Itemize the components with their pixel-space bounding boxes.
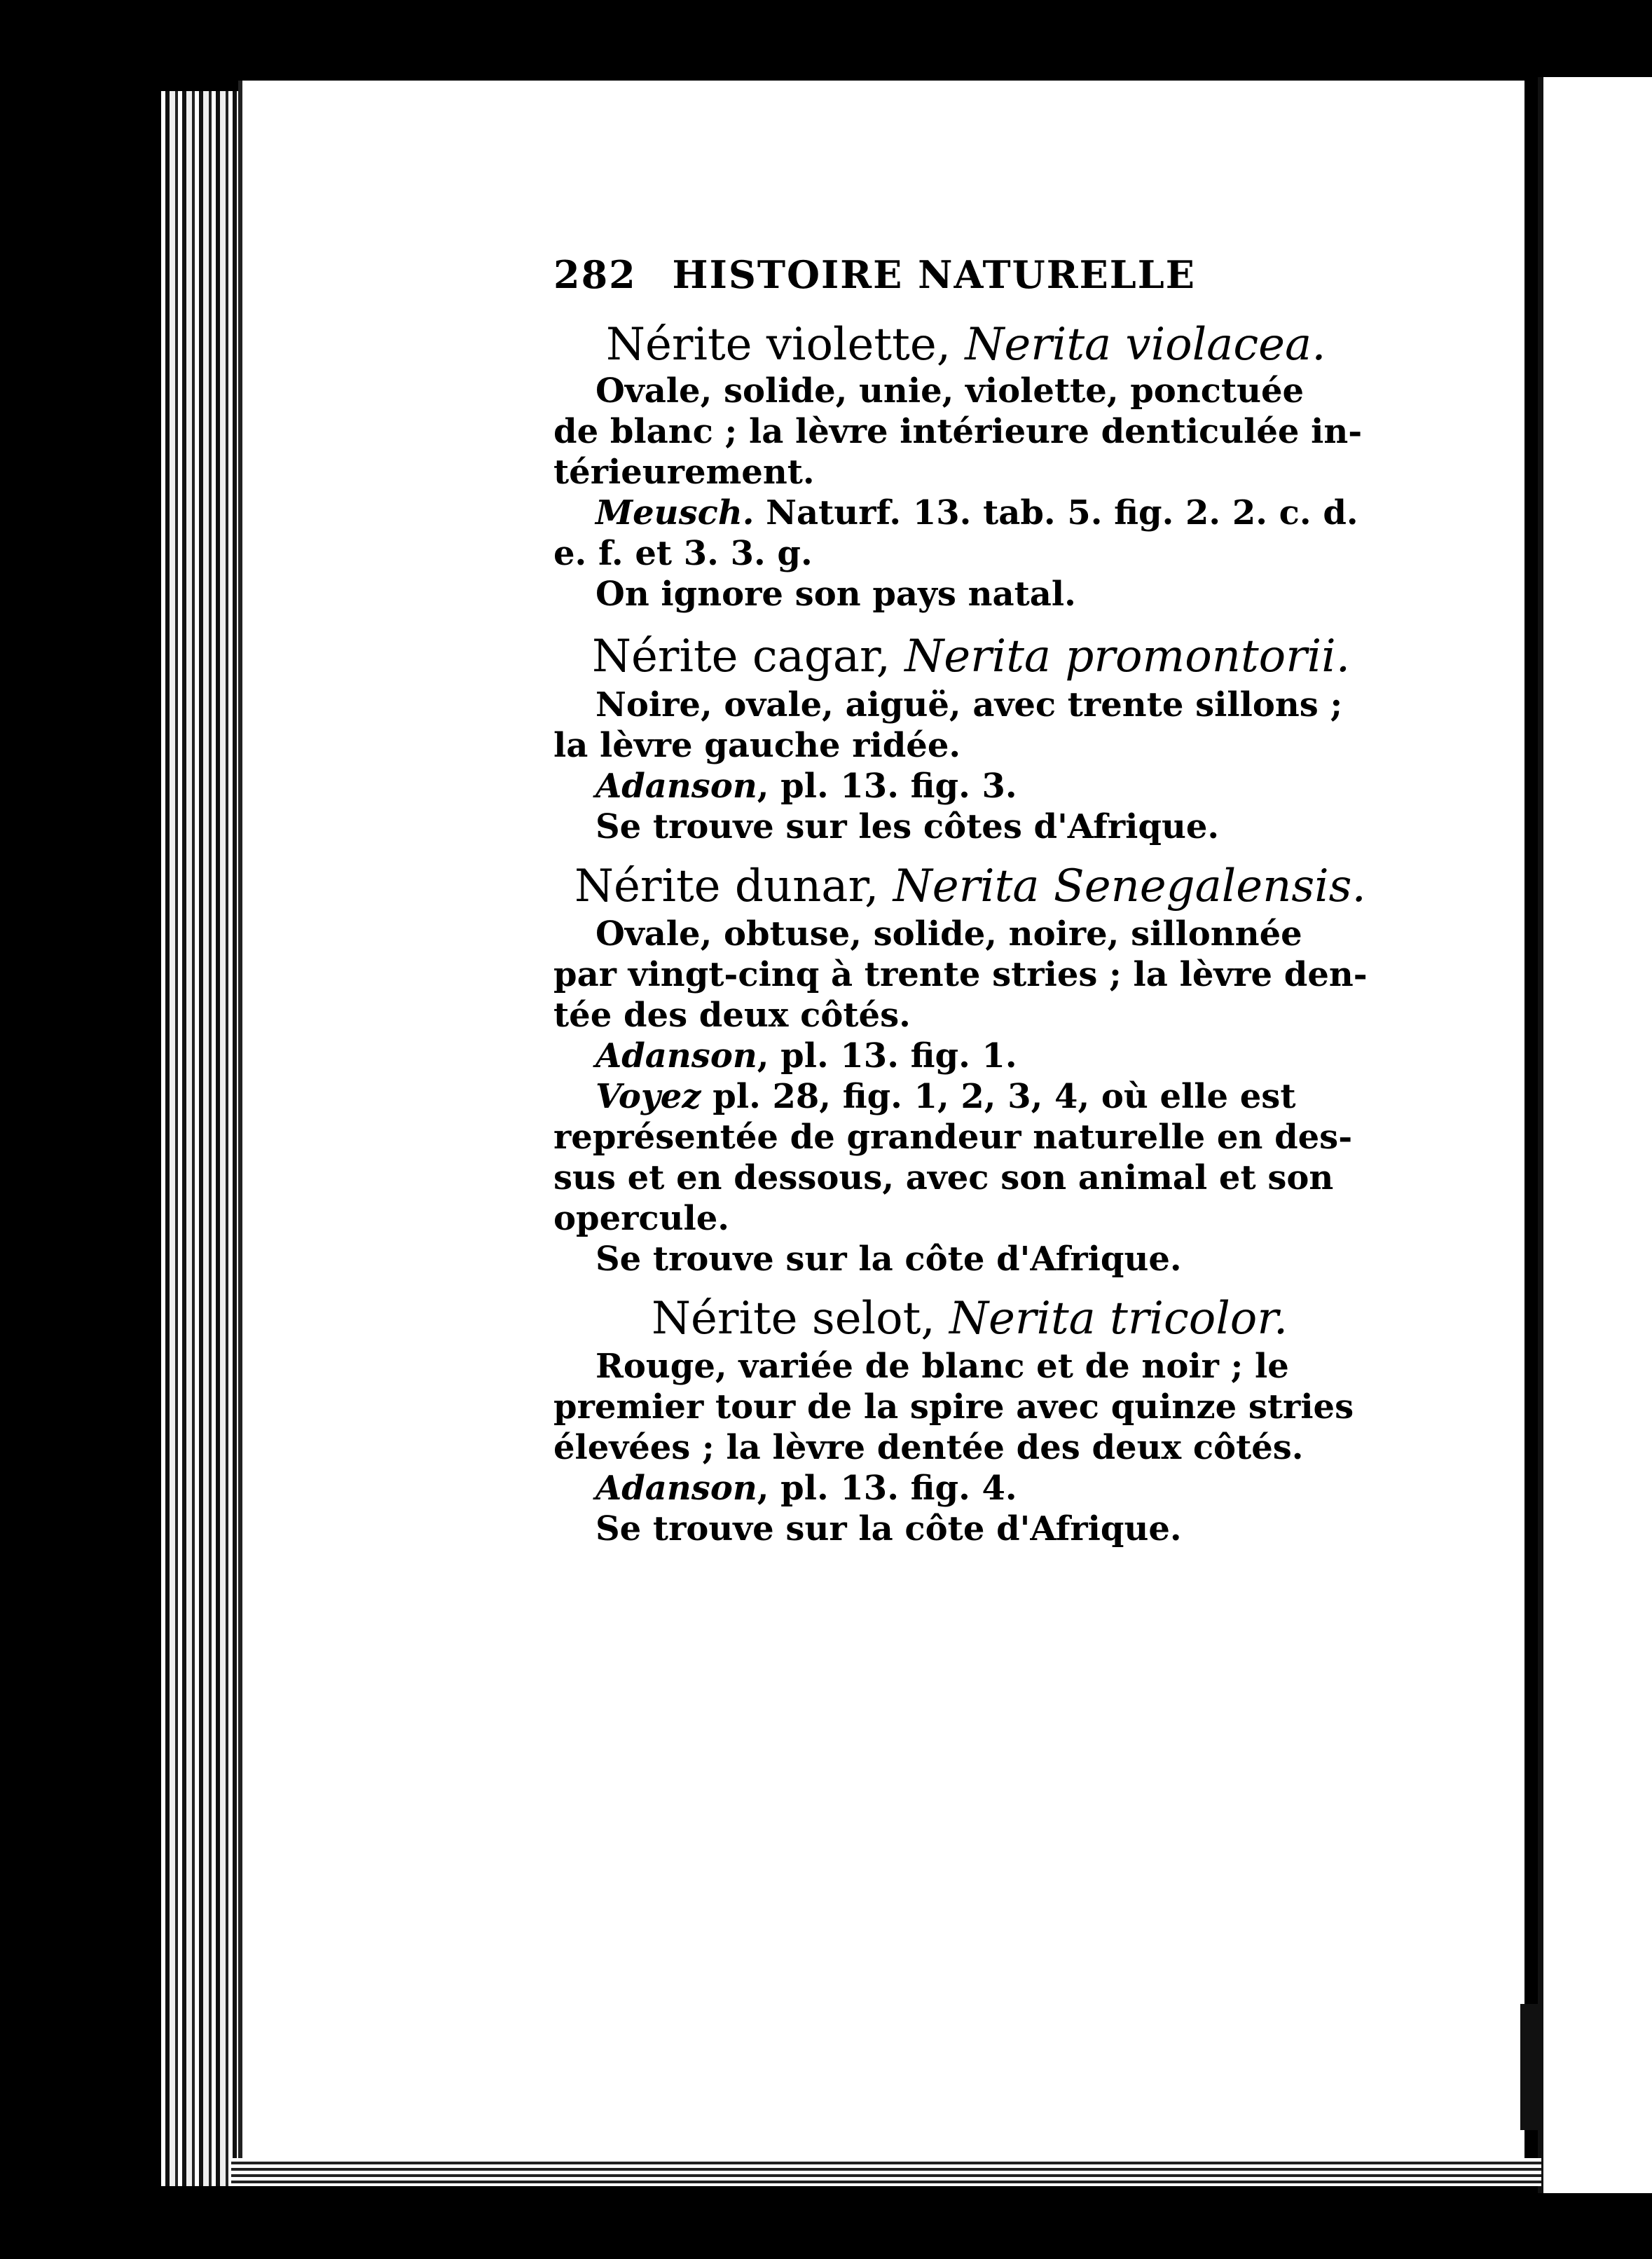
entry-title <box>652 1293 1288 1345</box>
entry-latin-name: Nerita tricolor. <box>949 1293 1288 1345</box>
reference-text: Naturf. 13. tab. 5. fig. 2. 2. c. d. <box>766 493 1358 533</box>
entry-name: Nérite dunar, <box>574 860 879 912</box>
entry-title <box>574 860 1366 912</box>
description-line: premier tour de la spire avec quinze stries <box>553 1387 1354 1427</box>
habitat-line: Se trouve sur la côte d'Afrique. <box>596 1509 1182 1549</box>
reference-line <box>596 767 1017 806</box>
entry-name: Nérite selot, <box>652 1293 935 1345</box>
running-header <box>553 252 1196 297</box>
habitat-line: Se trouve sur les côtes d'Afrique. <box>596 807 1220 846</box>
description-line: Rouge, variée de blanc et de noir ; le <box>596 1347 1289 1386</box>
entry-latin-name: Nerita promontorii. <box>904 631 1351 682</box>
voyez-word: Voyez <box>596 1077 701 1116</box>
description-line: Ovale, solide, unie, violette, ponctuée <box>596 371 1305 411</box>
reference-text: , pl. 13. fig. 1. <box>757 1036 1017 1076</box>
description-line: de blanc ; la lèvre intérieure denticulée in- <box>553 412 1363 451</box>
reference-text: , pl. 13. fig. 3. <box>757 767 1017 806</box>
reference-author: Adanson <box>596 767 757 806</box>
entry-latin-name: Nerita Senegalensis. <box>893 860 1366 912</box>
entry-title <box>606 319 1326 371</box>
description-line: tée des deux côtés. <box>553 996 911 1035</box>
reference-author: Meusch. <box>596 493 755 533</box>
entry-title <box>592 631 1350 682</box>
entry-name: Nérite violette, <box>606 319 951 371</box>
voyez-line: représentée de grandeur naturelle en des- <box>553 1118 1353 1157</box>
description-line: térieurement. <box>553 453 815 492</box>
left-page-edges <box>161 91 245 2186</box>
entry-latin-name: Nerita violacea. <box>965 319 1326 371</box>
reference-line <box>596 493 1358 533</box>
reference-line: e. f. et 3. 3. g. <box>553 534 813 573</box>
reference-author: Adanson <box>596 1036 757 1076</box>
running-title: HISTOIRE NATURELLE <box>672 252 1196 297</box>
voyez-line: sus et en dessous, avec son animal et son <box>553 1158 1334 1197</box>
reference-line <box>596 1469 1017 1508</box>
page-number: 282 <box>553 252 637 297</box>
binding-shadow <box>1520 2004 1540 2130</box>
habitat-line: Se trouve sur la côte d'Afrique. <box>596 1240 1182 1279</box>
habitat-line: On ignore son pays natal. <box>596 575 1076 614</box>
bottom-page-edges <box>231 2158 1541 2186</box>
description-line: Ovale, obtuse, solide, noire, sillonnée <box>596 914 1302 954</box>
description-line: la lèvre gauche ridée. <box>553 726 961 765</box>
description-line: Noire, ovale, aiguë, avec trente sillons ; <box>596 685 1343 725</box>
reference-line <box>596 1036 1017 1076</box>
description-line: élevées ; la lèvre dentée des deux côtés. <box>553 1428 1304 1467</box>
facing-page-edge <box>1538 77 1652 2193</box>
reference-author: Adanson <box>596 1469 757 1508</box>
voyez-line: opercule. <box>553 1199 730 1238</box>
description-line: par vingt-cinq à trente stries ; la lèvre den- <box>553 955 1368 994</box>
voyez-text: pl. 28, fig. 1, 2, 3, 4, où elle est <box>713 1077 1296 1116</box>
reference-text: , pl. 13. fig. 4. <box>757 1469 1017 1508</box>
entry-name: Nérite cagar, <box>592 631 890 682</box>
voyez-line <box>596 1077 1295 1116</box>
